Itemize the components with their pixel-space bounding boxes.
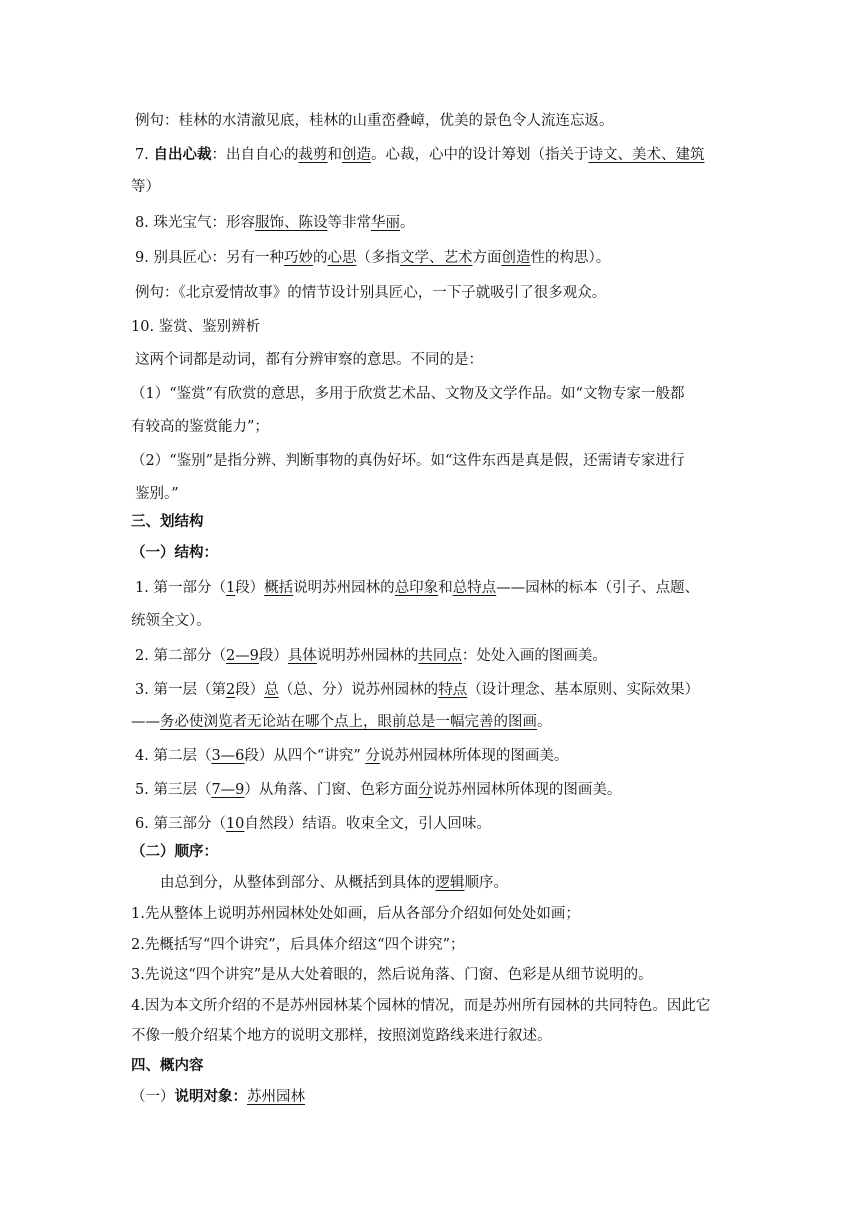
structure-part-2: 2. 第二部分（2—9段）具体说明苏州园林的共同点：处处入画的图画美。 <box>135 648 607 664</box>
subsection-structure-heading: （一）结构： <box>131 544 218 561</box>
analysis-point-2: （2）“鉴别”是指分辨、判断事物的真伪好坏。如“这件东西是真是假，还需请专家进行 <box>131 453 685 469</box>
section-4-heading: 四、概内容 <box>131 1057 204 1074</box>
item-7-continuation: 等） <box>131 179 160 195</box>
subsection-order-heading: （二）顺序： <box>131 843 218 860</box>
order-point-1: 1.先从整体上说明苏州园林处处如画，后从各部分介绍如何处处如画； <box>131 906 580 922</box>
section-3-heading: 三、划结构 <box>131 513 204 530</box>
item-7-zichuxincai: 7. 自出心裁：出自自心的裁剪和创造。心裁，心中的设计筹划（指关于诗文、美术、建筑 <box>135 146 705 163</box>
order-summary: 由总到分，从整体到部分、从概括到具体的逻辑顺序。 <box>160 875 508 891</box>
item-10-heading: 10. 鉴赏、鉴别辨析 <box>131 319 261 335</box>
order-point-2: 2.先概括写“四个讲究”，后具体介绍这“四个讲究”； <box>131 937 465 953</box>
order-point-3: 3.先说这“四个讲究”是从大处着眼的，然后说角落、门窗、色彩是从细节说明的。 <box>131 967 653 983</box>
example-sentence-beijing: 例句：《北京爱情故事》的情节设计别具匠心，一下子就吸引了很多观众。 <box>135 285 607 301</box>
subject-line: （一）说明对象：苏州园林 <box>131 1088 305 1105</box>
order-point-4-cont: 不像一般介绍某个地方的说明文那样，按照浏览路线来进行叙述。 <box>131 1028 552 1044</box>
structure-layer-1: 3. 第一层（第2段）总（总、分）说苏州园林的特点（设计理念、基本原则、实际效果） <box>135 682 700 698</box>
item-9-biejujiangxin: 9. 别具匠心：另有一种巧妙的心思（多指文学、艺术方面创造性的构思）。 <box>135 250 611 266</box>
analysis-point-1-cont: 有较高的鉴赏能力”； <box>131 419 269 435</box>
structure-part-1: 1. 第一部分（1段）概括说明苏州园林的总印象和总特点——园林的标本（引子、点题、 <box>135 580 700 596</box>
analysis-intro: 这两个词都是动词，都有分辨审察的意思。不同的是： <box>135 352 483 368</box>
order-point-4: 4.因为本文所介绍的不是苏州园林某个园林的情况，而是苏州所有园林的共同特色。因此它 <box>131 998 711 1014</box>
analysis-point-2-cont: 鉴别。” <box>135 486 179 502</box>
structure-part-1-cont: 统领全文）。 <box>131 613 211 629</box>
structure-part-3: 6. 第三部分（10自然段）结语。收束全文，引人回味。 <box>135 816 491 832</box>
structure-layer-2: 4. 第二层（3—6段）从四个“讲究” 分说苏州园林所体现的图画美。 <box>135 748 569 764</box>
analysis-point-1: （1）“鉴赏”有欣赏的意思，多用于欣赏艺术品、文物及文学作品。如“文物专家一般都 <box>131 386 685 402</box>
item-8-zhuguangbaoqi: 8. 珠光宝气：形容服饰、陈设等非常华丽。 <box>135 215 415 231</box>
structure-layer-3: 5. 第三层（7—9）从角落、门窗、色彩方面分说苏州园林所体现的图画美。 <box>135 782 622 798</box>
example-sentence-guilin: 例句：桂林的水清澈见底，桂林的山重峦叠嶂，优美的景色令人流连忘返。 <box>135 113 614 129</box>
structure-layer-1-cont: ——务必使浏览者无论站在哪个点上，眼前总是一幅完善的图画。 <box>131 714 552 730</box>
